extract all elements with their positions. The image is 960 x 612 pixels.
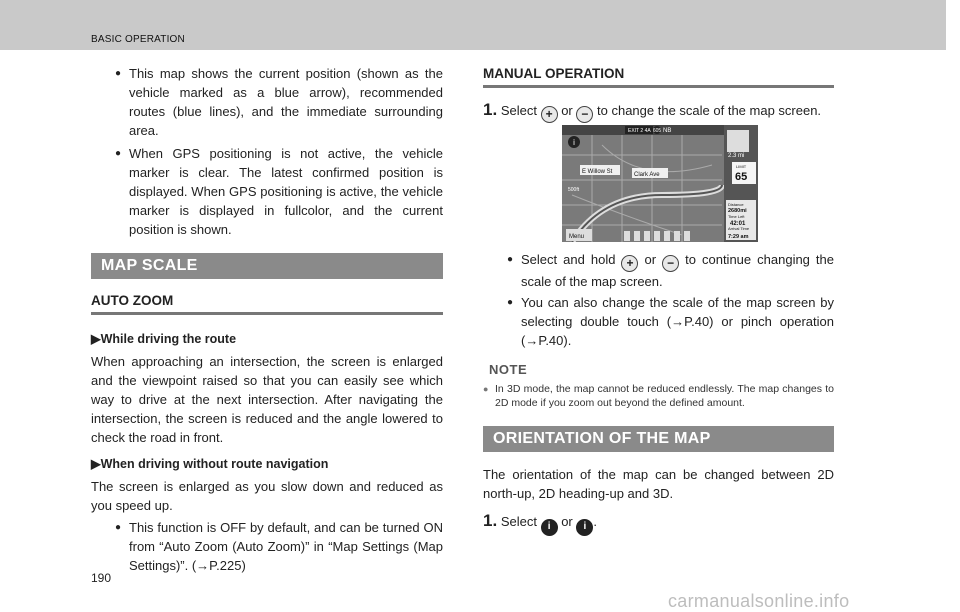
route-heading-text: While driving the route xyxy=(100,332,237,346)
bullet-function-off: ● This function is OFF by default, and can be turned ON from “Auto Zoom (Auto Zoom)” in “Map Settings (Map Settings)”. (→P.225) xyxy=(115,518,443,575)
section-label: BASIC OPERATION xyxy=(91,34,185,45)
step-number: 1. xyxy=(483,100,498,119)
manual-operation-heading: MANUAL OPERATION xyxy=(483,64,834,88)
bullet1-or: or xyxy=(644,252,657,267)
step-or: or xyxy=(561,103,573,118)
step-orientation xyxy=(483,511,834,536)
bullet-map-shows: ● This map shows the current position (shown as the vehicle marked as a blue arrow), recommended routes (blue lines), and the immediate surrounding area. xyxy=(115,64,443,140)
step-period: . xyxy=(593,514,598,529)
bottom-bullets xyxy=(91,518,443,575)
bullet-double-touch: ● You can also change the scale of the map screen by selecting double touch (→P.40) or pinch operation (→P.40). xyxy=(507,293,834,350)
note-text: ● In 3D mode, the map cannot be reduced endlessly. The map changes to 2D mode if you zoom out beyond the defined amount. xyxy=(483,382,834,410)
map-road-label: 605 xyxy=(652,128,662,134)
zoom-in-icon: + xyxy=(621,255,638,272)
note-title: NOTE xyxy=(489,362,528,377)
map-street-1: E Willow St xyxy=(582,169,613,175)
step-text-post: to change the scale of the map screen. xyxy=(597,103,822,118)
map-scale-banner: MAP SCALE xyxy=(91,253,443,279)
map-exit-label: EXIT 2 4A xyxy=(628,128,651,134)
step-text: Select xyxy=(500,514,537,529)
auto-zoom-heading: AUTO ZOOM xyxy=(91,291,443,315)
map-graphic xyxy=(562,125,758,242)
map-small-scale: 500ft xyxy=(568,187,580,193)
left-column xyxy=(91,64,443,575)
map-screen-image xyxy=(562,125,758,242)
step-1 xyxy=(483,100,834,123)
triangle-right-icon: ▶ xyxy=(91,332,101,346)
map-arrival: 7:29 am xyxy=(728,234,749,240)
map-distance-label: Distance xyxy=(728,202,744,207)
noroute-heading-text: When driving without route navigation xyxy=(100,457,329,471)
north-up-icon: i xyxy=(541,519,558,536)
map-arrival-label: Arrival Time xyxy=(728,226,750,231)
page-number: 190 xyxy=(91,571,112,585)
orientation-banner: ORIENTATION OF THE MAP xyxy=(483,426,834,452)
route-paragraph: When approaching an intersection, the screen is enlarged and the viewpoint raised so that you can easily see which way to drive at the next intersection. After navigating the intersection, the screen is reduced and the angle lowered to check the road in front. xyxy=(91,354,443,445)
map-bullets xyxy=(483,250,834,350)
step-text: Select xyxy=(500,103,537,118)
svg-text:i: i xyxy=(573,138,575,147)
map-timeleft-label: Time Left xyxy=(728,214,745,219)
triangle-right-icon: ▶ xyxy=(91,457,101,471)
noroute-paragraph: The screen is enlarged as you slow down and reduced as you speed up. xyxy=(91,479,443,513)
step-number: 1. xyxy=(483,511,498,530)
right-column xyxy=(483,64,834,123)
orientation-paragraph: The orientation of the map can be changed between 2D north-up, 2D heading-up and 3D. xyxy=(483,467,834,501)
map-menu-label: Menu xyxy=(569,234,585,240)
map-limit-label: LIMIT xyxy=(736,164,747,169)
bullet-gps: ● When GPS positioning is not active, the vehicle marker is clear. The latest confirmed position is displayed. When GPS positioning is active, the vehicle marker is displayed in fullcolor, and the current position is shown. xyxy=(115,144,443,239)
map-street-2: Clark Ave xyxy=(634,172,660,178)
map-limit: 65 xyxy=(735,171,748,183)
map-direction-label: NB xyxy=(663,128,672,134)
zoom-out-icon: − xyxy=(662,255,679,272)
map-timeleft: 42:01 xyxy=(730,221,746,227)
zoom-out-icon: − xyxy=(576,106,593,123)
top-bullets xyxy=(91,64,443,239)
heading-up-icon: i xyxy=(576,519,593,536)
right-column-lower xyxy=(483,250,834,536)
bullet1-post: to continue changing the scale of the map screen. xyxy=(521,252,835,289)
map-scale-label: 2.3 mi xyxy=(728,153,745,159)
map-distance: 2680mi xyxy=(728,208,747,214)
bullet1-pre: Select and hold xyxy=(521,252,616,267)
bullet-select-hold xyxy=(507,250,834,291)
route-heading xyxy=(91,330,443,349)
zoom-in-icon: + xyxy=(541,106,558,123)
watermark: carmanualsonline.info xyxy=(668,591,850,611)
step-or: or xyxy=(561,514,573,529)
noroute-heading xyxy=(91,455,443,474)
